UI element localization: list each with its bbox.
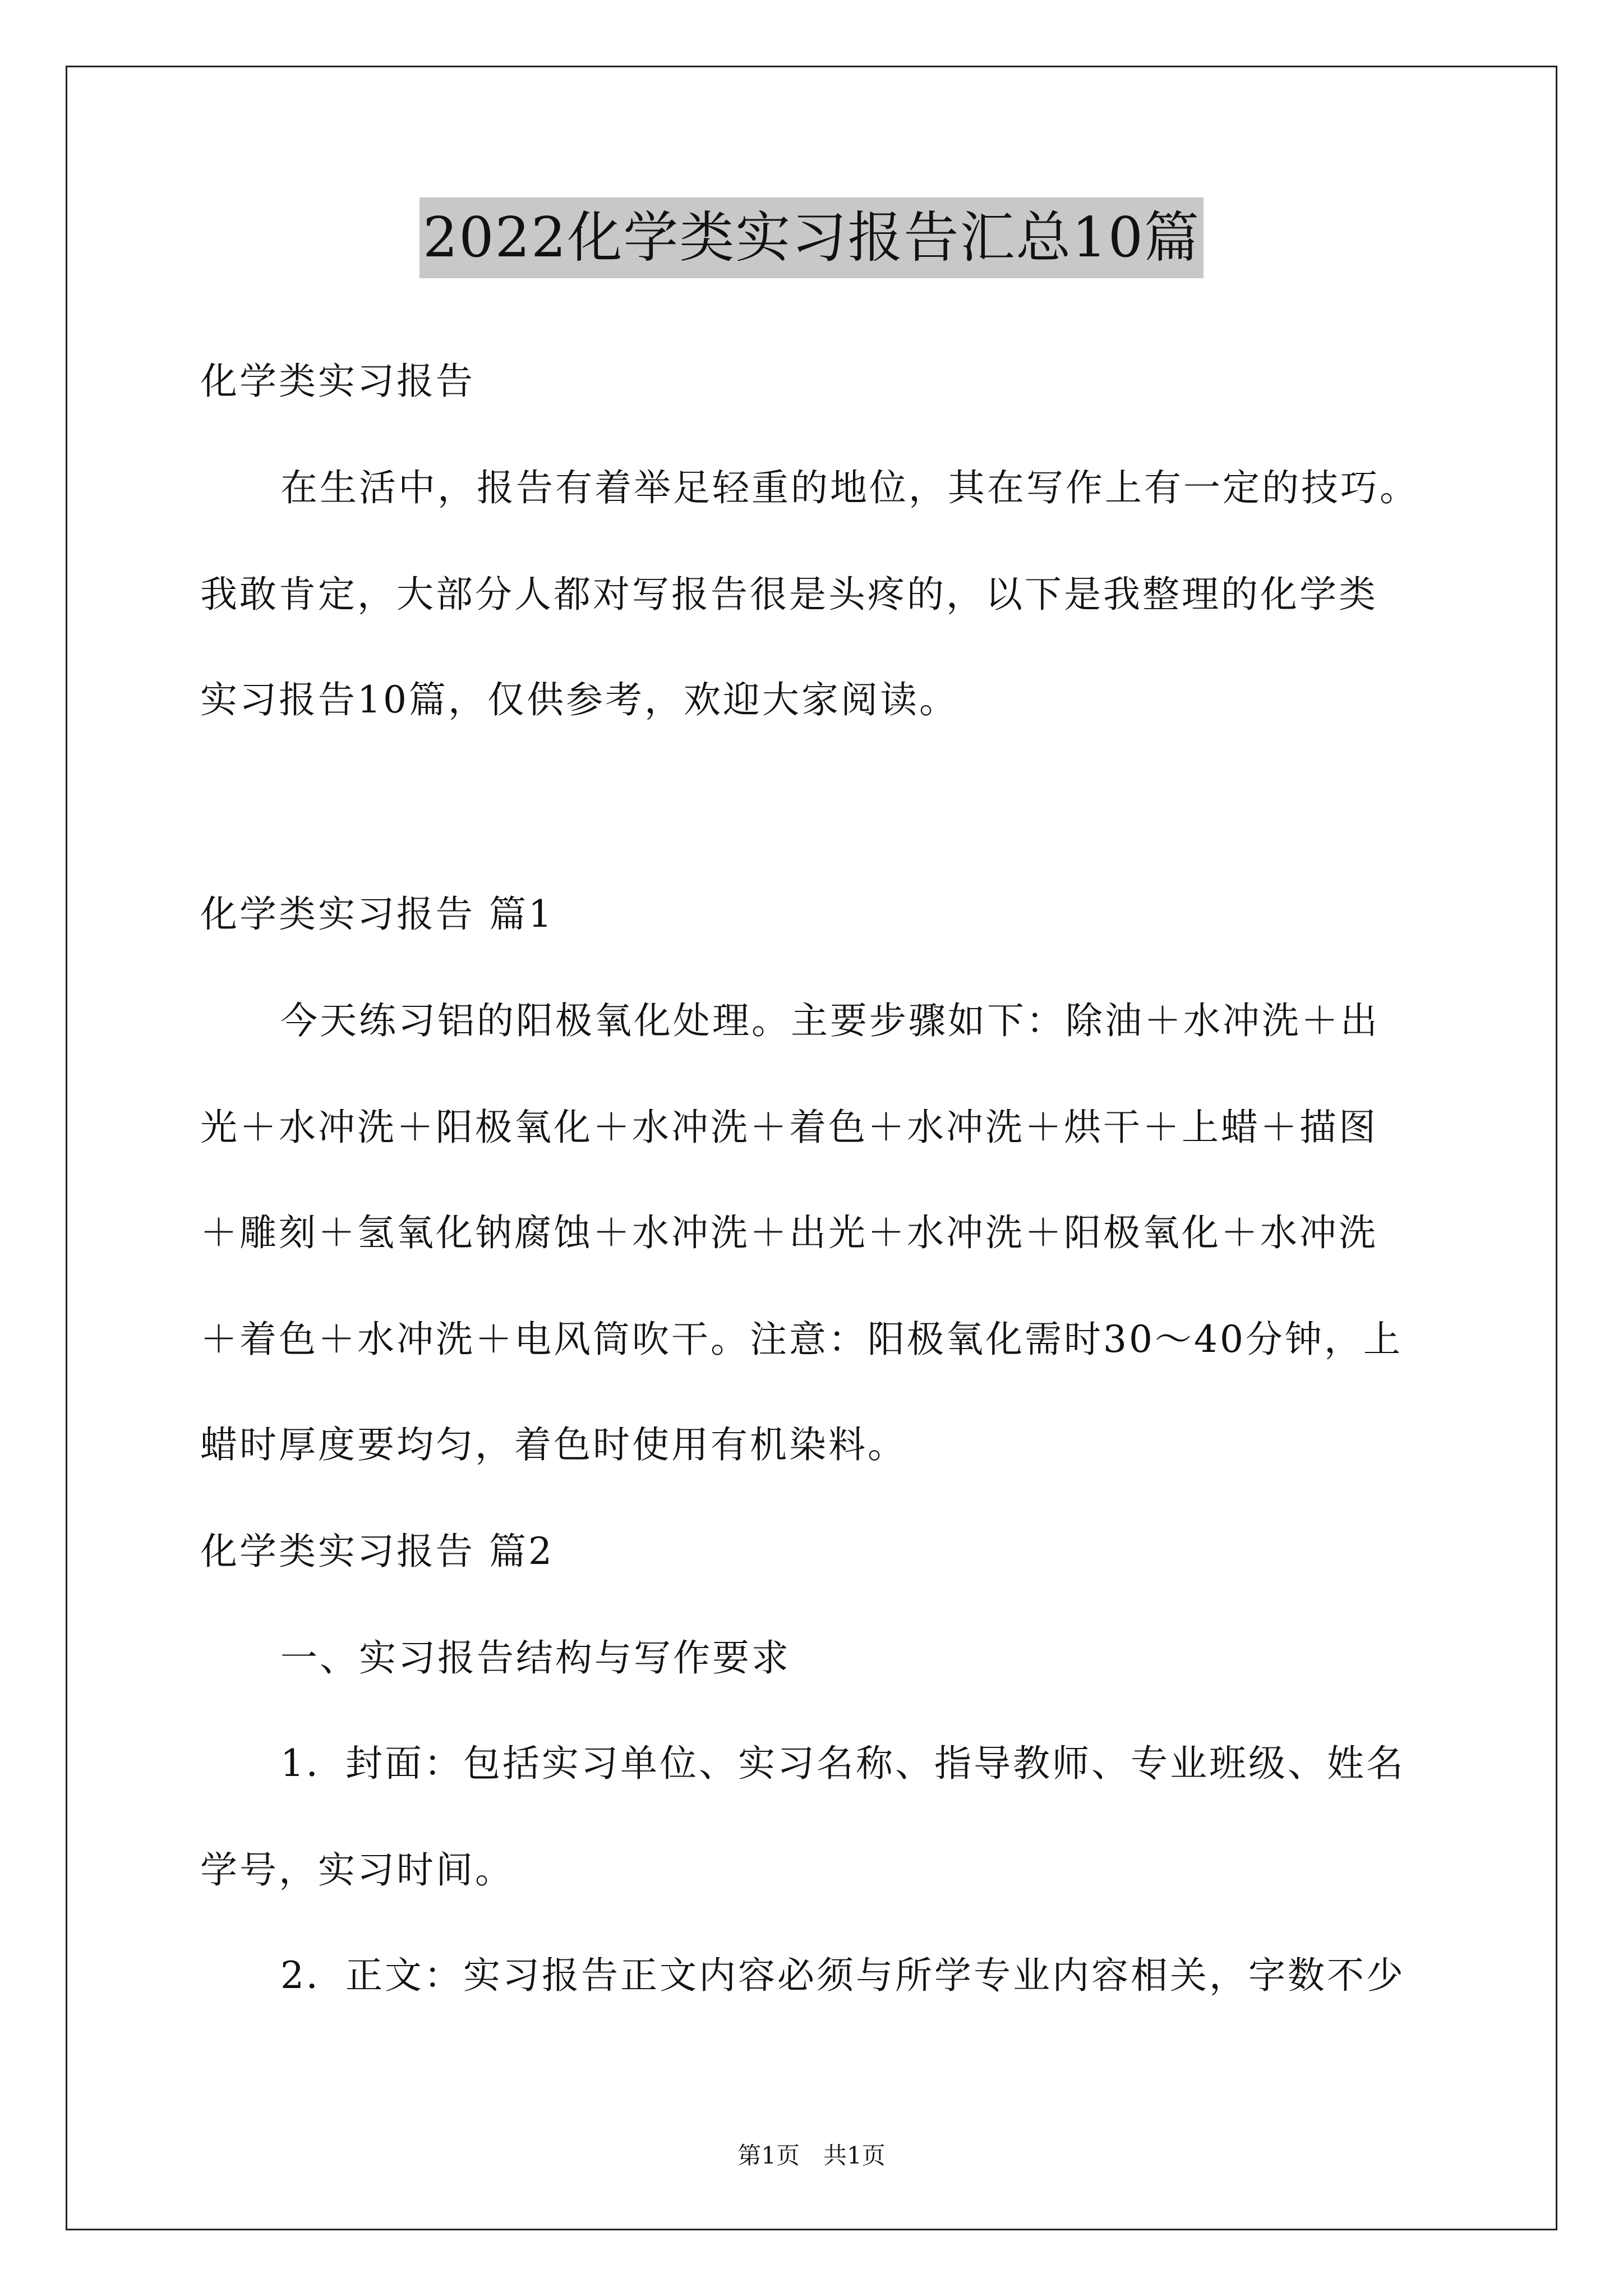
intro-line-2: 我敢肯定，大部分人都对写报告很是头疼的，以下是我整理的化学类 (200, 573, 1378, 616)
section1-line-5: 蜡时厚度要均匀，着色时使用有机染料。 (200, 1423, 907, 1466)
section2-heading: 化学类实习报告 篇2 (200, 1530, 554, 1573)
section1-line-1: 今天练习铝的阳极氧化处理。主要步骤如下：除油＋水冲洗＋出 (280, 999, 1380, 1042)
intro-heading: 化学类实习报告 (200, 360, 475, 403)
section1-line-2: 光＋水冲洗＋阳极氧化＋水冲洗＋着色＋水冲洗＋烘干＋上蜡＋描图 (200, 1106, 1378, 1149)
section2-line-4: 2．正文：实习报告正文内容必须与所学专业内容相关，字数不少 (280, 1954, 1405, 1997)
page-footer: 第1页 共1页 (737, 2142, 886, 2169)
section2-line-2: 1．封面：包括实习单位、实习名称、指导教师、专业班级、姓名 (280, 1742, 1405, 1785)
section1-line-3: ＋雕刻＋氢氧化钠腐蚀＋水冲洗＋出光＋水冲洗＋阳极氧化＋水冲洗 (200, 1211, 1378, 1254)
document-title: 2022化学类实习报告汇总10篇 (419, 197, 1204, 278)
section2-line-1: 一、实习报告结构与写作要求 (280, 1636, 791, 1680)
intro-line-3: 实习报告10篇，仅供参考，欢迎大家阅读。 (200, 678, 958, 721)
intro-line-1: 在生活中，报告有着举足轻重的地位，其在写作上有一定的技巧。 (280, 466, 1419, 509)
section1-line-4: ＋着色＋水冲洗＋电风筒吹干。注意：阳极氧化需时30～40分钟，上 (200, 1318, 1403, 1361)
title-wrapper (0, 197, 1623, 278)
section2-line-3: 学号，实习时间。 (200, 1848, 514, 1892)
section1-heading: 化学类实习报告 篇1 (200, 892, 554, 936)
